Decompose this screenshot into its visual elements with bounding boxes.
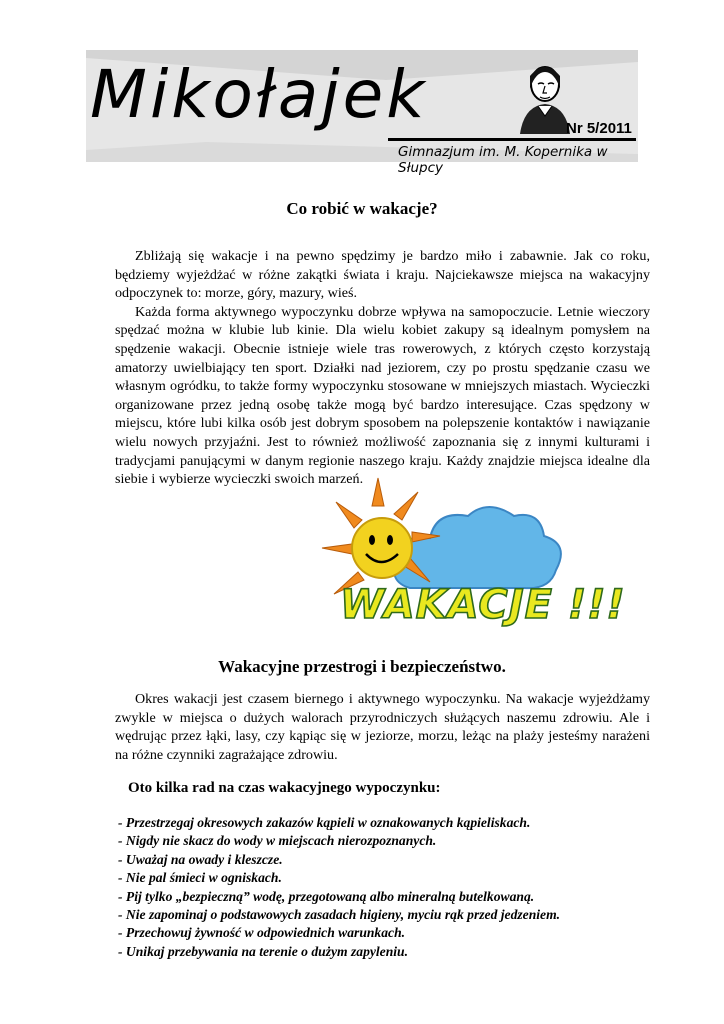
list-item: - Przechowuj żywność w odpowiednich warunkach. bbox=[118, 925, 406, 941]
list-item: - Pij tylko „bezpieczną” wodę, przegotowaną albo mineralną butelkowaną. bbox=[118, 888, 535, 904]
paragraph: Zbliżają się wakacje i na pewno spędzimy je bardzo miło i zabawnie. Jak co roku, będziemy wyjeżdżać w różne zakątki świata i kraju. Najciekawsze miejsca na wakacyjny odpoczynek to: morze, góry, mazury, wieś. bbox=[115, 248, 650, 302]
article-title: Wakacyjne przestrogi i bezpieczeństwo. bbox=[218, 657, 506, 676]
masthead-rule bbox=[388, 138, 636, 141]
tips-title: Oto kilka rad na czas wakacyjnego wypoczynku: bbox=[128, 780, 441, 796]
cloud-icon bbox=[394, 507, 561, 588]
list-item: - Nie pal śmieci w ogniskach. bbox=[118, 870, 282, 886]
illustration-text: WAKACJE !!! bbox=[340, 582, 626, 628]
masthead bbox=[86, 50, 638, 176]
list-item: - Uważaj na owady i kleszcze. bbox=[118, 851, 283, 867]
sun-icon bbox=[352, 518, 412, 578]
logo-title: Mikołajek bbox=[90, 56, 428, 133]
list-item: - Nigdy nie skacz do wody w miejscach nierozpoznanych. bbox=[118, 833, 437, 849]
paragraph: Każda forma aktywnego wypoczynku dobrze wpływa na samopoczucie. Letnie wieczory spędzać można w klubie lub kinie. Dla wielu kobiet zakupy są idealnym pomysłem na spędzenie wakacji. Obecnie istnieje wiele tras rowerowych, z których często korzystają amatorzy uwielbiający ten sport. Działki nad jeziorem, czy po prostu spędzanie czasu we własnym ogródku, to także formy wypoczynku stosowane w mniejszych miastach. Wycieczki organizowane przez jedną osobę także mogą być bardzo interesujące. Czas spędzony w miejscu, które lubi kilka osób jest dobrym sposobem na polepszenie kontaktów i nawiązanie wielu nowych przyjaźni. Jest to również możliwość zapoznania się z innymi kulturami i tradycjami panującymi w danym regionie naszego kraju. Każdy znajdzie miejsca idealne dla siebie i wybierze wycieczki swoich marzeń. bbox=[115, 303, 650, 488]
issue-number: Nr 5/2011 bbox=[566, 120, 632, 137]
article-title: Co robić w wakacje? bbox=[286, 199, 438, 218]
list-item: - Nie zapominaj o podstawowych zasadach higieny, myciu rąk przed jedzeniem. bbox=[118, 907, 561, 923]
article-body bbox=[115, 247, 650, 489]
school-name: Gimnazjum im. M. Kopernika w Słupcy bbox=[398, 144, 608, 176]
tips-list bbox=[118, 814, 658, 961]
wakacje-illustration bbox=[318, 470, 648, 630]
article-body bbox=[115, 690, 650, 764]
list-item: - Unikaj przebywania na terenie o dużym zapyleniu. bbox=[118, 943, 409, 959]
list-item: - Przestrzegaj okresowych zakazów kąpieli w oznakowanych kąpieliskach. bbox=[118, 815, 531, 830]
paragraph: Okres wakacji jest czasem biernego i aktywnego wypoczynku. Na wakacje wyjeżdżamy zwykle w miejsca o dużych walorach przyrodniczych służących naszemu zdrowiu. Ale i wędrując przez łąki, lasy, czy kąpiąc się w jeziorze, morzu, leżąc na plaży jesteśmy narażeni na różne czynniki zagrażające zdrowiu. bbox=[115, 691, 650, 763]
